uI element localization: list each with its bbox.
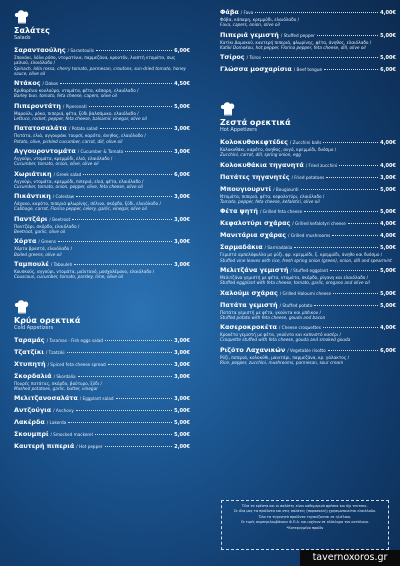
notes-box xyxy=(221,500,389,550)
right-column xyxy=(220,0,396,365)
menu-item-row xyxy=(14,430,190,439)
menu-item-row xyxy=(220,266,396,275)
menu-item xyxy=(220,346,396,366)
item-price: 3,00€ xyxy=(174,261,190,268)
item-name-en: / Potato salad xyxy=(68,126,98,132)
item-price: 3,00€ xyxy=(174,194,190,201)
item-price: 6,00€ xyxy=(174,48,190,54)
item-price: 5,00€ xyxy=(380,267,396,274)
item-description: Παντζάρι, σκόρδο, ελαιόλαδο / xyxy=(14,223,80,229)
item-description: Πατάτα γεμιστή με φέτα, γκούντα και μπέικον / xyxy=(220,309,321,315)
menu-item xyxy=(14,360,190,369)
item-description: Κολοκυθάκι, καρότο, άνηθος, αυγό, κρεμμύδι, δυόσμο / xyxy=(220,147,337,153)
dot-leader xyxy=(339,165,378,166)
item-name-en: / Fried zucchini xyxy=(305,162,338,168)
section-subtitle: Cold Appetizers xyxy=(14,324,54,331)
item-price: 5,00€ xyxy=(380,186,396,193)
item-description-en: Cucumber, tomato, onion, olive, olive oil xyxy=(14,161,99,167)
item-name: Τζατζίκι xyxy=(14,347,44,356)
menu-item xyxy=(14,372,190,392)
menu-item xyxy=(14,442,190,451)
item-name: Χτυπητή xyxy=(14,359,46,368)
item-price: 5,00€ xyxy=(174,103,190,110)
dot-leader xyxy=(95,434,172,435)
menu-item-row xyxy=(14,360,190,369)
item-name: Ντάκος xyxy=(14,79,41,88)
item-description-en: Cucumber, tomato, onion, pepper, olive, feta cheese, olive oil xyxy=(14,183,143,189)
item-price: 4,00€ xyxy=(380,221,396,228)
item-name: Καυτερή πιπεριά xyxy=(14,442,75,451)
item-name: Πιπεροντάτη xyxy=(14,101,61,110)
item-description-en: Stuffed vine leaves with rice, fresh spring onion (green), onion, dill and spearmint xyxy=(220,257,392,263)
item-name-en: / Taramas - Fish eggs salad xyxy=(46,337,104,343)
menu-item xyxy=(14,348,190,357)
menu-item-row xyxy=(14,406,190,415)
menu-item-row xyxy=(14,147,190,156)
dot-leader xyxy=(105,446,173,447)
item-name: Φάβα xyxy=(220,8,239,16)
item-name: Αντζούγια xyxy=(14,406,52,415)
item-price: 4,00€ xyxy=(380,325,396,332)
menu-item-row xyxy=(220,243,396,252)
item-description-en: Lettuce, rocket, pepper, feta cheese, balsamic vinegar, olive oil xyxy=(14,116,147,122)
menu-item xyxy=(14,46,190,76)
item-description: Πουρές πατάτας, σκόρδο, βούτυρο, ξύδι / xyxy=(14,380,102,386)
item-name-en: / Grilled Haloumi cheese xyxy=(279,290,332,296)
dot-leader xyxy=(67,352,173,353)
item-name: Σαρανταούλης xyxy=(14,46,66,54)
menu-item xyxy=(220,53,396,62)
menu-item xyxy=(220,173,396,182)
note-line: Όλα τα τηγανητά προϊόντα τηγανίζονται σε ηλιέλαιο. xyxy=(258,514,352,519)
item-description-en: Cabbage, carrot, Florina pepper, celery, garlic, vinegar, olive oil xyxy=(14,206,147,212)
menu-item-row xyxy=(14,192,190,201)
menu-item-row xyxy=(220,185,396,194)
item-name: Παντζάρι xyxy=(14,214,48,223)
salads-section-header xyxy=(14,10,190,42)
dot-leader xyxy=(255,12,378,13)
item-name-en: / Sarantoulis xyxy=(67,48,94,53)
menu-item-row xyxy=(220,31,396,40)
item-name-en: / Tzatziki xyxy=(45,349,65,355)
item-name: Αγγουροντομάτα xyxy=(14,146,76,155)
dot-leader xyxy=(301,189,379,190)
item-description-en: Couscous, cucumber, tomato, parsley, lime, olive oil xyxy=(14,274,124,280)
item-description-en: Katiki Domokou, hot pepper, Florina pepper, feta cheese, dill, olive oil xyxy=(220,44,366,50)
item-name: Σκορδαλιά xyxy=(14,371,52,380)
menu-item xyxy=(14,336,190,345)
dot-leader xyxy=(116,398,173,399)
dot-leader xyxy=(60,83,172,84)
dot-leader xyxy=(76,196,172,197)
item-price: 2,00€ xyxy=(174,444,190,451)
menu-item-row xyxy=(220,346,396,355)
menu-item-row xyxy=(220,173,396,182)
section-subtitle: Hot Appetizers xyxy=(220,127,257,134)
menu-item xyxy=(14,102,190,122)
item-name-en: / Grilled kefalotyri cheese xyxy=(292,221,346,227)
menu-item xyxy=(220,8,396,28)
menu-item xyxy=(220,185,396,205)
item-name: Λακέρδα xyxy=(14,418,45,427)
item-description-en: Boiled greens, olive oil xyxy=(14,251,62,257)
item-description-en: Potato, olive, pickled cucumber, carrot, dill, olive oil xyxy=(14,138,123,144)
item-name-en: / Vegetable risotto xyxy=(287,347,326,353)
hot-list xyxy=(220,138,396,365)
section-title: Ζεστά ορεκτικά xyxy=(220,118,291,128)
menu-item-row xyxy=(14,348,190,357)
item-description-en: Stuffed eggplant with feta cheese, tomato, garlic, oregano and olive oil xyxy=(220,280,370,286)
dot-leader xyxy=(72,219,172,220)
menu-item-row xyxy=(220,289,396,298)
item-name: Κολοκυθάκια τηγανητά xyxy=(220,160,304,169)
item-name-en: / Beef tongue xyxy=(293,67,323,73)
item-name-en: / Grilled mushrooms xyxy=(288,233,331,239)
item-name-en: / Smocked mackerel xyxy=(50,432,93,438)
dot-leader xyxy=(89,106,173,107)
menu-item xyxy=(220,231,396,240)
menu-item-row xyxy=(220,65,396,74)
item-name-en: / Piperonati xyxy=(62,103,87,109)
item-description: Χόρτα βραστά, ελαιόλαδο / xyxy=(14,246,72,252)
menu-item-row xyxy=(220,207,396,216)
menu-item xyxy=(220,65,396,74)
item-description-en: Barley bun, tomato, feta cheese, capers, olive oil xyxy=(14,93,118,99)
item-description-en: Croquette stuffed with feta cheese, gouda and smoked gouda xyxy=(220,337,351,343)
item-price: 4,50€ xyxy=(174,81,190,88)
menu-item-row xyxy=(220,138,396,147)
menu-item xyxy=(220,219,396,228)
item-description-en: Spinach, lolla rossa, cherry tomato, parmesan, croutons, sun-dried tomato, honey sauce, olive oil xyxy=(14,65,186,76)
item-name-en: / Cucumber & Tomato xyxy=(77,148,124,154)
item-price: 5,00€ xyxy=(380,32,396,39)
dot-leader xyxy=(323,142,378,143)
item-description-en: Tomato, pepper, feta cheese, kefalotiri, olive oil xyxy=(220,199,320,205)
menu-item xyxy=(220,301,396,321)
menu-item-row xyxy=(220,8,396,17)
dot-leader xyxy=(330,270,378,271)
item-description: Κατίκι Δομοκού, καυτερή πιπεριά, φλωρίνης, φέτα, άνηθος, ελαιόλαδο / xyxy=(220,39,372,45)
menu-item xyxy=(220,266,396,286)
item-description: Ρύζι, πιπεριά, κολοκύθι, μανιτάρι, παρμεζάνα, κρ. γάλακτος / xyxy=(220,354,350,360)
item-price: 6,00€ xyxy=(174,171,190,178)
dot-leader xyxy=(83,174,172,175)
item-name: Πατάτες τηγανητές xyxy=(220,172,290,181)
item-description: Μαρούλι, ρόκα, πιπεριά, φέτα, ξύδι βαλσάμικο, ελαιόλαδο / xyxy=(14,110,139,116)
item-name: Πατατοσαλάτα xyxy=(14,124,67,133)
item-name-en: / Coleslaw xyxy=(52,194,75,200)
item-price: 5,00€ xyxy=(380,302,396,309)
dot-leader xyxy=(328,350,378,351)
item-price: 5,00€ xyxy=(174,420,190,427)
item-description: Λάχανο, καρότο, πιπεριά φλωρίνης, σέλινο, σκόρδο, ξύδι, ελαιόλαδο / xyxy=(14,201,161,207)
item-name-en: / Bougiourdi xyxy=(273,186,299,192)
dot-leader xyxy=(294,247,378,248)
menu-item xyxy=(14,192,190,212)
item-description-en: Mashed potatoes, garlic, butter, vinegar xyxy=(14,385,98,391)
dot-leader xyxy=(333,293,378,294)
item-description-en: Zucchini, carrot, dill, spring onion, egg xyxy=(220,152,301,158)
section-title: Κρύα ορεκτικά xyxy=(14,315,81,325)
item-description-en: Rice, pepper, zucchini, mushrooms, parmesan, sour cream xyxy=(220,360,344,366)
section-title: Σαλάτες xyxy=(14,26,50,35)
item-price: 3,00€ xyxy=(380,174,396,181)
menu-item xyxy=(14,406,190,415)
item-name: Χωριάτικη xyxy=(14,169,52,178)
menu-item-row xyxy=(14,372,190,381)
menu-item xyxy=(14,124,190,144)
item-price: 3,00€ xyxy=(174,396,190,403)
item-description: Γεμιστά αμπελόφυλλα με ρύζι, φρ. κρεμμύδι, ξ. κρεμμύδι, άνηθο και δυόσμο / xyxy=(220,252,383,258)
menu-item-row xyxy=(14,215,190,224)
dot-leader xyxy=(96,50,172,51)
cold-list xyxy=(14,336,190,452)
item-description: Φάβα, κάπαρη, κρεμμύδι, ελαιόλαδο / xyxy=(220,17,300,22)
item-name-en: / Grilled feta cheese xyxy=(259,209,303,215)
item-name-en: / Stuffed pepper xyxy=(280,32,315,38)
menu-item-row xyxy=(14,336,190,345)
menu-item-row xyxy=(14,237,190,246)
item-name-en: / Skordalia xyxy=(53,373,76,379)
item-price: 4,00€ xyxy=(380,140,396,147)
item-name-en: / Tabouleh xyxy=(50,261,73,267)
section-subtitle: Salads xyxy=(14,35,31,41)
menu-item xyxy=(14,215,190,235)
note-line: Οι τιμές συμπεριλαμβάνουν Φ.Π.Α. και ισχύουν σε ολόκληρο τον κατάλογο. xyxy=(240,520,370,525)
menu-item-row xyxy=(14,260,190,269)
item-price: 5,00€ xyxy=(380,290,396,297)
item-description: Αγγούρι, ντομάτα, κρεμμύδι, ελιά, ελαιόλαδο / xyxy=(14,155,113,161)
dot-leader xyxy=(317,35,378,36)
menu-item xyxy=(14,170,190,190)
dot-leader xyxy=(58,241,172,242)
menu-item-row xyxy=(14,124,190,133)
item-price: 3,00€ xyxy=(174,216,190,223)
chef-hat-icon xyxy=(220,102,236,116)
item-name-en: / Fried potatoes xyxy=(291,174,325,180)
item-name-en: / Hot pepper xyxy=(76,444,103,450)
item-name-en: / Anchovy xyxy=(53,408,74,414)
menu-item xyxy=(220,243,396,263)
item-description-en: Stuffed potato with feta cheese, gouda and bacon xyxy=(220,314,326,320)
item-name: Πικάντικη xyxy=(14,192,51,201)
item-price: 4,00€ xyxy=(380,162,396,169)
cold-section-header xyxy=(14,300,190,332)
item-name: Ριζότο Λαχανικών xyxy=(220,345,286,354)
item-description: Σπανάκι, λόλα ρόσο, ντοματίνια, παρμεζάνα, κρουτόν, λιαστή ντομάτα, σως μελιού, ελαιόλαδο / xyxy=(14,55,176,66)
menu-item-row xyxy=(14,79,190,88)
item-price: 4,00€ xyxy=(380,10,396,16)
item-name: Κολοκυθοκεφτέδες xyxy=(220,138,288,147)
item-name: Μελιτζάνα γεμιστή xyxy=(220,265,289,274)
dot-leader xyxy=(332,235,378,236)
menu-item xyxy=(14,147,190,167)
menu-item xyxy=(220,31,396,51)
item-description: Αγγούρι, ντομάτα, κρεμμύδι, πιπεριά, ελιά, φέτα, ελαιόλαδο / xyxy=(14,178,144,184)
item-description: Κροκέτα γεμιστή με φέτα, γκούντα και καπνιστό κασέρι / xyxy=(220,332,341,338)
menu-item-row xyxy=(220,323,396,332)
item-description: Ντομάτα, πιπεριά, φέτα, κεφαλοτύρι, ελαιόλαδο / xyxy=(220,193,325,199)
item-name-en: / Fava xyxy=(240,10,254,15)
menu-item xyxy=(220,323,396,343)
dot-leader xyxy=(108,364,172,365)
item-name: Τσίρος xyxy=(220,53,245,62)
item-name-en: / Zucchini balls xyxy=(289,140,322,146)
menu-item-row xyxy=(14,102,190,111)
menu-item-row xyxy=(14,394,190,403)
item-price: 5,00€ xyxy=(174,432,190,439)
item-name: Κασεροκροκέτα xyxy=(220,323,277,332)
item-name: Ταμπουλέ xyxy=(14,259,49,268)
item-name-en: / Beetroot xyxy=(49,216,71,222)
item-name: Σκουμπρί xyxy=(14,430,49,439)
item-price: 5,00€ xyxy=(380,245,396,252)
dot-leader xyxy=(326,177,378,178)
item-price: 3,00€ xyxy=(174,349,190,356)
item-price: 5,00€ xyxy=(174,408,190,415)
item-price: 6,00€ xyxy=(380,67,396,74)
note-line: Όλα τα κρέατα και οι σαλάτες είναι καθημερινά φρέσκα και όχι τεκτσας. xyxy=(242,504,368,508)
item-name: Μανιτάρια σχάρας xyxy=(220,231,286,240)
item-name: Χόρτα xyxy=(14,237,37,246)
dot-leader xyxy=(323,327,378,328)
item-price: 3,00€ xyxy=(174,126,190,133)
menu-item xyxy=(220,207,396,216)
dot-leader xyxy=(314,305,378,306)
item-price: 3,00€ xyxy=(174,148,190,155)
dot-leader xyxy=(304,211,378,212)
item-name-en: / Stuffed eggplant xyxy=(290,267,329,273)
chef-hat-icon xyxy=(14,300,30,314)
menu-item-row xyxy=(14,170,190,179)
menu-item xyxy=(14,430,190,439)
item-name: Κεφαλοτύρι σχάρας xyxy=(220,219,291,228)
dot-leader xyxy=(125,151,172,152)
item-price: 3,00€ xyxy=(174,239,190,246)
item-name-en: / Tsiros xyxy=(246,55,261,61)
item-name: Μελιτζανοσαλάτα xyxy=(14,394,78,403)
item-name: Πιπεριά γεμιστή xyxy=(220,30,279,39)
item-price: 6,00€ xyxy=(380,347,396,354)
menu-item-row xyxy=(220,53,396,62)
dot-leader xyxy=(68,422,172,423)
item-name-en: / Stuffed potato xyxy=(279,302,313,308)
menu-item-row xyxy=(220,301,396,310)
dot-leader xyxy=(348,223,378,224)
item-name: Πατάτα γεμιστή xyxy=(220,300,278,309)
menu-item xyxy=(14,394,190,403)
menu-item xyxy=(220,138,396,158)
left-column xyxy=(14,0,190,451)
menu-item-row xyxy=(220,219,396,228)
dot-leader xyxy=(263,57,378,58)
item-price: 3,00€ xyxy=(174,337,190,344)
item-description-en: Beetroot, garlic, olive oil xyxy=(14,229,66,235)
menu-item xyxy=(14,79,190,99)
item-description: Κουσκούς, αγγούρι, ντομάτα, μαϊντανό, μοσχολέμονο, ελαιόλαδο / xyxy=(14,268,155,274)
dot-leader xyxy=(74,264,172,265)
dot-leader xyxy=(105,340,172,341)
menu-item xyxy=(14,237,190,257)
item-name-en: / Dakos xyxy=(42,81,59,87)
item-price: 4,00€ xyxy=(380,233,396,240)
note-line: *Κατεψυγμένο προϊόν xyxy=(286,525,324,530)
dot-leader xyxy=(78,376,173,377)
watermark: tavernoxoros.gr xyxy=(300,550,400,566)
item-name-en: / Cheese croquettes xyxy=(278,325,321,331)
menu-item-row xyxy=(220,161,396,170)
item-price: 5,00€ xyxy=(380,55,396,62)
right-top-list xyxy=(220,8,396,74)
item-name: Φέτα ψητή xyxy=(220,207,258,216)
menu-item xyxy=(14,260,190,280)
menu-item-row xyxy=(220,231,396,240)
item-name: Χαλούμι σχάρας xyxy=(220,288,278,297)
note-line: Σε όλα μας τα προϊόντα και στις σαλάτες (παρασκευή) χρησιμοποιείται ελαιόλαδο. xyxy=(233,509,377,514)
dot-leader xyxy=(100,128,173,129)
item-name-en: / Lakerda xyxy=(46,420,67,426)
item-description: Κριθαρένιο κουλούρα, ντομάτα, φέτα, κάπαρη, ελαιόλαδο / xyxy=(14,88,139,94)
chef-hat-icon xyxy=(14,10,30,24)
dot-leader xyxy=(324,69,378,70)
item-description-en: Fava, capers, onion, olive oil xyxy=(220,22,280,28)
salads-list xyxy=(14,46,190,280)
menu-item xyxy=(220,289,396,298)
item-description: Πατάτα, ελιά, αγγουράκι τουρσί, καρότο, άνηθος, ελαιόλαδο / xyxy=(14,133,146,139)
item-name-en: / Spiced feta cheese spread xyxy=(47,361,106,367)
item-name: Γλώσσα μοσχαρίσια xyxy=(220,65,292,74)
item-name-en: / Eggplant salad xyxy=(79,396,114,402)
hot-section-header xyxy=(220,102,396,134)
item-price: 5,00€ xyxy=(380,209,396,216)
menu-item xyxy=(14,418,190,427)
item-name-en: / Greek salad xyxy=(53,171,82,177)
dot-leader xyxy=(76,410,172,411)
item-price: 3,00€ xyxy=(174,361,190,368)
item-name: Σαρμαδάκια xyxy=(220,243,263,252)
menu-item-row xyxy=(14,46,190,55)
menu-item-row xyxy=(14,442,190,451)
item-description: Μελιτζάνα γεμιστή με φέτα, ντομάτα, σκόρδο, ρίγανη και ελαιόλαδο / xyxy=(220,274,369,280)
item-name: Ταραμάς xyxy=(14,335,45,344)
item-price: 3,00€ xyxy=(174,373,190,380)
menu-item-row xyxy=(14,418,190,427)
item-name-en: / Greens xyxy=(38,239,56,245)
menu-item xyxy=(220,161,396,170)
item-name-en: / Sarmadakia xyxy=(264,245,293,251)
item-name: Μπουγιουρντί xyxy=(220,184,272,193)
